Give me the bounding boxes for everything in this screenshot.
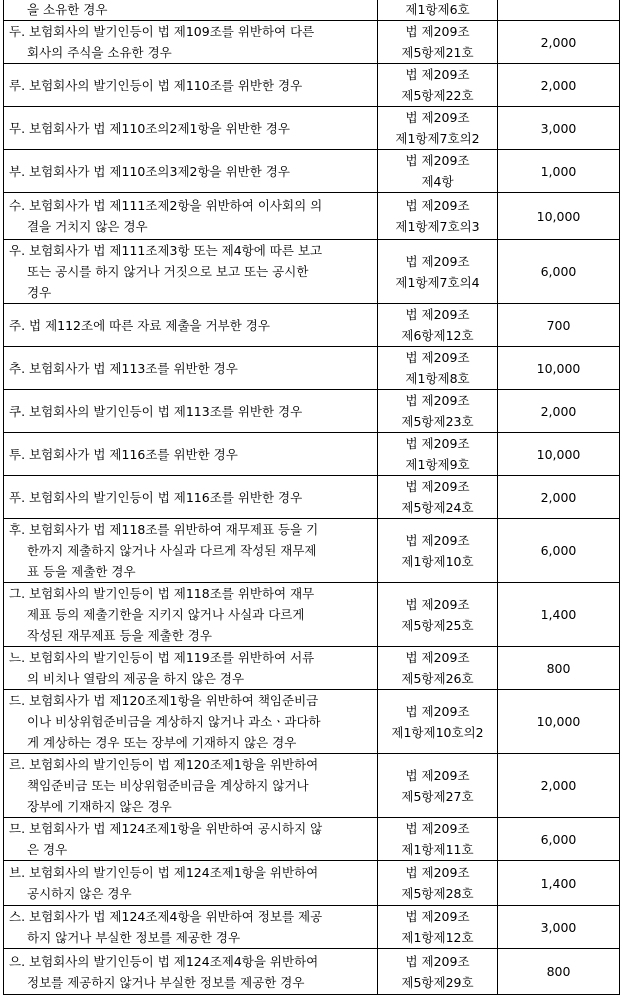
reference-line: 법 제209조 bbox=[405, 821, 470, 836]
table-row bbox=[4, 861, 620, 906]
violation-description bbox=[4, 647, 378, 690]
reference-line: 제1항제7호의2 bbox=[395, 131, 480, 146]
violation-description bbox=[4, 754, 378, 818]
violation-description bbox=[4, 193, 378, 240]
violation-description bbox=[4, 304, 378, 347]
reference-line: 법 제209조 bbox=[405, 703, 470, 719]
penalty-amount: 2,000 bbox=[498, 754, 620, 818]
violation-description bbox=[4, 240, 378, 304]
penalty-amount: 800 bbox=[498, 949, 620, 995]
reference-line: 제5항제24호 bbox=[401, 500, 474, 515]
legal-reference bbox=[378, 690, 498, 754]
description-line: 하지 않거나 부실한 정보를 제공한 경우 bbox=[27, 930, 241, 945]
reference-line: 제5항제27호 bbox=[401, 788, 474, 804]
description-line: 느. 보험회사의 발기인등이 법 제119조를 위반하여 서류 bbox=[9, 650, 315, 665]
description-line: 수. 보험회사가 법 제111조제2항을 위반하여 이사회의 의 bbox=[9, 198, 323, 213]
violation-description bbox=[4, 0, 378, 21]
penalty-table bbox=[3, 0, 620, 995]
legal-reference bbox=[378, 647, 498, 690]
reference-line: 제5항제26호 bbox=[401, 671, 474, 686]
penalty-amount: 6,000 bbox=[498, 240, 620, 304]
reference-line: 법 제209조 bbox=[405, 24, 470, 39]
legal-reference bbox=[378, 390, 498, 433]
description-line: 을 소유한 경우 bbox=[27, 2, 108, 17]
reference-line: 법 제209조 bbox=[405, 767, 470, 783]
violation-description bbox=[4, 476, 378, 519]
legal-reference bbox=[378, 949, 498, 995]
description-line: 루. 보험회사의 발기인등이 법 제110조를 위반한 경우 bbox=[9, 77, 303, 93]
reference-line: 제1항제7호의3 bbox=[395, 219, 480, 234]
legal-reference bbox=[378, 304, 498, 347]
violation-description bbox=[4, 107, 378, 150]
table-row bbox=[4, 476, 620, 519]
penalty-amount: 3,000 bbox=[498, 107, 620, 150]
reference-line: 제1항제10호의2 bbox=[391, 724, 484, 740]
legal-reference bbox=[378, 433, 498, 476]
penalty-amount: 3,000 bbox=[498, 906, 620, 949]
description-line: 제표 등의 제출기한을 지키지 않거나 사실과 다르게 bbox=[27, 607, 305, 622]
reference-line: 제5항제22호 bbox=[401, 88, 474, 103]
reference-line: 제1항제6호 bbox=[405, 2, 470, 17]
penalty-amount: 6,000 bbox=[498, 519, 620, 583]
description-line: 주. 법 제112조에 따른 자료 제출을 거부한 경우 bbox=[9, 317, 270, 333]
penalty-amount: 10,000 bbox=[498, 433, 620, 476]
description-line: 부. 보험회사가 법 제110조의3제2항을 위반한 경우 bbox=[9, 163, 290, 179]
description-line: 무. 보험회사가 법 제110조의2제1항을 위반한 경우 bbox=[9, 120, 290, 136]
violation-description bbox=[4, 64, 378, 107]
reference-line: 제5항제28호 bbox=[401, 886, 474, 901]
legal-reference bbox=[378, 0, 498, 21]
description-line: 드. 보험회사가 법 제120조제1항을 위반하여 책임준비금 bbox=[9, 693, 319, 708]
penalty-amount: 2,000 bbox=[498, 476, 620, 519]
penalty-amount: 800 bbox=[498, 647, 620, 690]
description-line: 투. 보험회사가 법 제116조를 위반한 경우 bbox=[9, 446, 238, 462]
penalty-amount: 1,400 bbox=[498, 583, 620, 647]
reference-line: 법 제209조 bbox=[405, 479, 470, 494]
table-row bbox=[4, 347, 620, 390]
violation-description bbox=[4, 519, 378, 583]
penalty-amount: 6,000 bbox=[498, 818, 620, 861]
penalty-amount bbox=[498, 0, 620, 21]
violation-description bbox=[4, 949, 378, 995]
reference-line: 제5항제23호 bbox=[401, 414, 474, 429]
description-line: 장부에 기재하지 않은 경우 bbox=[27, 799, 172, 814]
description-line: 추. 보험회사가 법 제113조를 위반한 경우 bbox=[9, 360, 238, 376]
table-row bbox=[4, 647, 620, 690]
reference-line: 법 제209조 bbox=[405, 253, 470, 269]
legal-reference bbox=[378, 754, 498, 818]
reference-line: 제1항제9호 bbox=[405, 457, 470, 472]
penalty-amount: 2,000 bbox=[498, 64, 620, 107]
reference-line: 법 제209조 bbox=[405, 436, 470, 451]
reference-line: 법 제209조 bbox=[405, 350, 470, 365]
reference-line: 제5항제25호 bbox=[401, 617, 474, 633]
table-row bbox=[4, 107, 620, 150]
penalty-amount: 2,000 bbox=[498, 390, 620, 433]
reference-line: 법 제209조 bbox=[405, 596, 470, 612]
reference-line: 제5항제29호 bbox=[401, 974, 474, 990]
table-row bbox=[4, 906, 620, 949]
description-line: 그. 보험회사의 발기인등이 법 제118조를 위반하여 재무 bbox=[9, 586, 315, 601]
penalty-amount: 10,000 bbox=[498, 347, 620, 390]
description-line: 푸. 보험회사의 발기인등이 법 제116조를 위반한 경우 bbox=[9, 489, 303, 505]
description-line: 므. 보험회사가 법 제124조제1항을 위반하여 공시하지 않 bbox=[9, 821, 323, 836]
table-row bbox=[4, 21, 620, 64]
legal-reference bbox=[378, 906, 498, 949]
reference-line: 제1항제11호 bbox=[401, 842, 474, 857]
description-line: 책임준비금 또는 비상위험준비금을 계상하지 않거나 bbox=[27, 778, 309, 793]
description-line: 표 등을 제출한 경우 bbox=[27, 564, 136, 579]
reference-line: 제5항제21호 bbox=[401, 45, 474, 60]
reference-line: 법 제209조 bbox=[405, 953, 470, 969]
table-row bbox=[4, 690, 620, 754]
legal-reference bbox=[378, 64, 498, 107]
description-line: 경우 bbox=[27, 285, 52, 300]
table-row bbox=[4, 519, 620, 583]
violation-description bbox=[4, 150, 378, 193]
penalty-amount: 1,000 bbox=[498, 150, 620, 193]
legal-reference bbox=[378, 583, 498, 647]
table-row bbox=[4, 193, 620, 240]
table-row bbox=[4, 583, 620, 647]
table-row bbox=[4, 0, 620, 21]
description-line: 스. 보험회사가 법 제124조제4항을 위반하여 정보를 제공 bbox=[9, 909, 323, 924]
reference-line: 제4항 bbox=[421, 174, 454, 189]
reference-line: 법 제209조 bbox=[405, 67, 470, 82]
table-row bbox=[4, 240, 620, 304]
violation-description bbox=[4, 583, 378, 647]
legal-reference bbox=[378, 347, 498, 390]
reference-line: 법 제209조 bbox=[405, 198, 470, 213]
description-line: 쿠. 보험회사의 발기인등이 법 제113조를 위반한 경우 bbox=[9, 403, 303, 419]
reference-line: 법 제209조 bbox=[405, 865, 470, 880]
reference-line: 제1항제10호 bbox=[401, 553, 474, 569]
violation-description bbox=[4, 347, 378, 390]
violation-description bbox=[4, 861, 378, 906]
reference-line: 제1항제8호 bbox=[405, 371, 470, 386]
legal-reference bbox=[378, 861, 498, 906]
reference-line: 법 제209조 bbox=[405, 153, 470, 168]
table-row bbox=[4, 754, 620, 818]
penalty-amount: 700 bbox=[498, 304, 620, 347]
description-line: 한까지 제출하지 않거나 사실과 다르게 작성된 재무제 bbox=[27, 543, 317, 558]
description-line: 이나 비상위험준비금을 계상하지 않거나 과소ㆍ과다하 bbox=[27, 714, 321, 729]
description-line: 우. 보험회사가 법 제111조제3항 또는 제4항에 따른 보고 bbox=[9, 243, 323, 258]
table-row bbox=[4, 949, 620, 995]
penalty-amount: 10,000 bbox=[498, 193, 620, 240]
reference-line: 법 제209조 bbox=[405, 110, 470, 125]
violation-description bbox=[4, 21, 378, 64]
description-line: 후. 보험회사가 법 제118조를 위반하여 재무제표 등을 기 bbox=[9, 522, 319, 537]
description-line: 르. 보험회사의 발기인등이 법 제120조제1항을 위반하여 bbox=[9, 757, 319, 772]
description-line: 브. 보험회사의 발기인등이 법 제124조제1항을 위반하여 bbox=[9, 865, 319, 880]
description-line: 의 비치나 열람의 제공을 하지 않은 경우 bbox=[27, 671, 245, 686]
reference-line: 제1항제7호의4 bbox=[395, 274, 480, 290]
violation-description bbox=[4, 906, 378, 949]
table-row bbox=[4, 390, 620, 433]
reference-line: 법 제209조 bbox=[405, 393, 470, 408]
description-line: 또는 공시를 하지 않거나 거짓으로 보고 또는 공시한 bbox=[27, 264, 309, 279]
reference-line: 제1항제12호 bbox=[401, 930, 474, 945]
table-row bbox=[4, 304, 620, 347]
legal-reference bbox=[378, 193, 498, 240]
description-line: 공시하지 않은 경우 bbox=[27, 886, 132, 901]
description-line: 두. 보험회사의 발기인등이 법 제109조를 위반하여 다른 bbox=[9, 24, 315, 39]
violation-description bbox=[4, 390, 378, 433]
description-line: 으. 보험회사의 발기인등이 법 제124조제4항을 위반하여 bbox=[9, 953, 319, 969]
description-line: 회사의 주식을 소유한 경우 bbox=[27, 45, 172, 60]
legal-reference bbox=[378, 818, 498, 861]
description-line: 게 계상하는 경우 또는 장부에 기재하지 않은 경우 bbox=[27, 735, 297, 750]
penalty-amount: 10,000 bbox=[498, 690, 620, 754]
reference-line: 제6항제12호 bbox=[401, 328, 474, 343]
description-line: 은 경우 bbox=[27, 842, 68, 857]
table-row bbox=[4, 150, 620, 193]
legal-reference bbox=[378, 107, 498, 150]
description-line: 결을 거치지 않은 경우 bbox=[27, 219, 148, 234]
reference-line: 법 제209조 bbox=[405, 650, 470, 665]
table-row bbox=[4, 818, 620, 861]
penalty-amount: 1,400 bbox=[498, 861, 620, 906]
table-row bbox=[4, 433, 620, 476]
legal-reference bbox=[378, 519, 498, 583]
table-row bbox=[4, 64, 620, 107]
penalty-amount: 2,000 bbox=[498, 21, 620, 64]
legal-reference bbox=[378, 240, 498, 304]
reference-line: 법 제209조 bbox=[405, 307, 470, 322]
violation-description bbox=[4, 690, 378, 754]
violation-description bbox=[4, 818, 378, 861]
reference-line: 법 제209조 bbox=[405, 909, 470, 924]
description-line: 작성된 재무제표 등을 제출한 경우 bbox=[27, 628, 212, 643]
description-line: 정보를 제공하지 않거나 부실한 정보를 제공한 경우 bbox=[27, 974, 305, 990]
reference-line: 법 제209조 bbox=[405, 532, 470, 548]
violation-description bbox=[4, 433, 378, 476]
legal-reference bbox=[378, 21, 498, 64]
legal-reference bbox=[378, 150, 498, 193]
legal-reference bbox=[378, 476, 498, 519]
